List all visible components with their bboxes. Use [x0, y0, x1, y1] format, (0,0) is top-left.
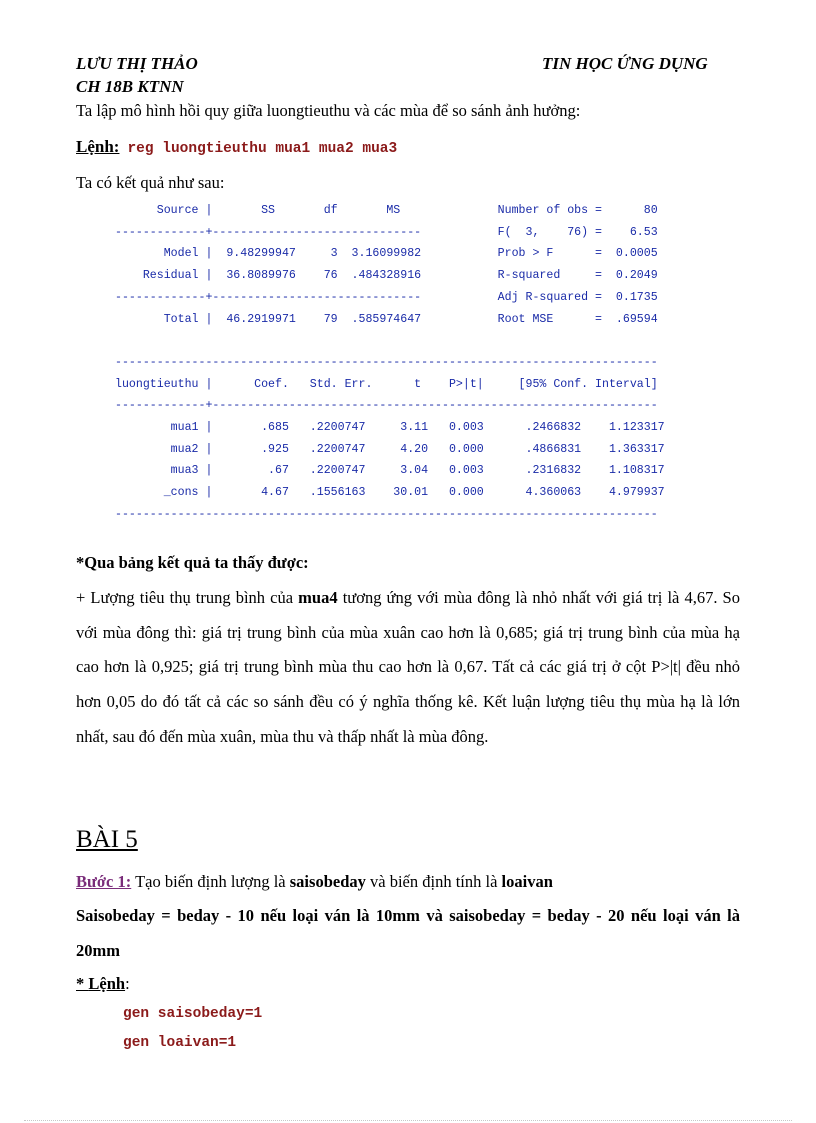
stata-line: Total | 46.2919971 79 .585974647 Root MSE = .69594: [115, 312, 658, 326]
command2-code-1: gen saisobeday=1: [123, 1006, 263, 1022]
command-line: [76, 137, 397, 157]
stata-line: Residual | 36.8089976 76 .484328916 R-squared = 0.2049: [115, 269, 658, 283]
step1-line: [76, 872, 553, 892]
findings-paragraph: [76, 581, 740, 755]
stata-output: [115, 204, 695, 524]
intro-text: Ta lập mô hình hồi quy giữa luongtieuthu và các mùa để so sánh ảnh hưởng:: [76, 101, 581, 120]
subject-title: TIN HỌC ỨNG DỤNG: [542, 54, 708, 73]
step1-label: Bước 1:: [76, 872, 132, 891]
step1-var-2: loaivan: [501, 872, 553, 891]
section-title: BÀI 5: [76, 826, 138, 853]
step1-text-1: Tạo biến định lượng là: [131, 872, 290, 891]
findings-text-1: + Lượng tiêu thụ trung bình của: [76, 588, 299, 607]
stata-line: mua1 | .685 .2200747 3.11 0.003 .2466832 1.123317: [115, 421, 665, 434]
stata-line: ------------------------------------------------------------------------------: [115, 507, 658, 521]
command-label: Lệnh:: [76, 137, 120, 156]
stata-line: ------------------------------------------------------------------------------: [115, 355, 658, 369]
stata-line: mua2 | .925 .2200747 4.20 0.000 .4866831 1.363317: [115, 442, 665, 456]
findings-heading: *Qua bảng kết quả ta thấy được:: [76, 553, 309, 572]
stata-line: mua3 | .67 .2200747 3.04 0.003 .2316832 1.108317: [115, 464, 665, 478]
command2-code-2: gen loaivan=1: [123, 1035, 237, 1051]
stata-line: -------------+----------------------------------------------------------------: [115, 399, 658, 413]
findings-text-2: tương ứng với mùa đông là nhỏ nhất với giá trị là 4,67. So với mùa đông thì: giá trị trung bình của mùa xuân cao hơn là 0,685; giá trị trung bình của mùa hạ cao hơn là 0,925; giá trị trung bình mùa thu cao hơn là 0,67. Tất cả các giá trị ở cột P>|t| đều nhỏ hơn 0,05 do đó tất cả các so sánh đều có ý nghĩa thống kê. Kết luận lượng tiêu thụ mùa hạ là lớn nhất, sau đó đến mùa xuân, mùa thu và thấp nhất là mùa đông.: [76, 588, 740, 746]
stata-line: luongtieuthu | Coef. Std. Err. t P>|t| [95% Conf. Interval]: [115, 377, 658, 391]
command2-colon: :: [125, 974, 130, 993]
stata-line: Source | SS df MS Number of obs = 80: [115, 204, 658, 217]
author-name: LƯU THỊ THẢO: [76, 54, 198, 73]
result-intro: Ta có kết quả như sau:: [76, 173, 225, 192]
step1-text-2: và biến định tính là: [365, 872, 502, 891]
formula-text: Saisobeday = beday - 10 nếu loại ván là 10mm và saisobeday = beday - 20 nếu loại ván là 20mm: [76, 906, 740, 960]
stata-line: -------------+------------------------------ Adj R-squared = 0.1735: [115, 290, 658, 304]
command2-label-line: [76, 974, 130, 994]
stata-line: -------------+------------------------------ F( 3, 76) = 6.53: [115, 225, 658, 239]
command2-label: Lệnh: [88, 974, 126, 993]
command2-star: *: [76, 974, 89, 993]
stata-line: _cons | 4.67 .1556163 30.01 0.000 4.360063 4.979937: [115, 486, 665, 500]
command-code: reg luongtieuthu mua1 mua2 mua3: [127, 141, 398, 157]
findings-bold: mua4: [298, 588, 338, 607]
step1-var-1: saisobeday: [289, 872, 366, 891]
class-name: CH 18B KTNN: [76, 77, 184, 96]
page-bottom-divider: [24, 1120, 792, 1121]
stata-line: Model | 9.48299947 3 3.16099982 Prob > F = 0.0005: [115, 247, 658, 261]
